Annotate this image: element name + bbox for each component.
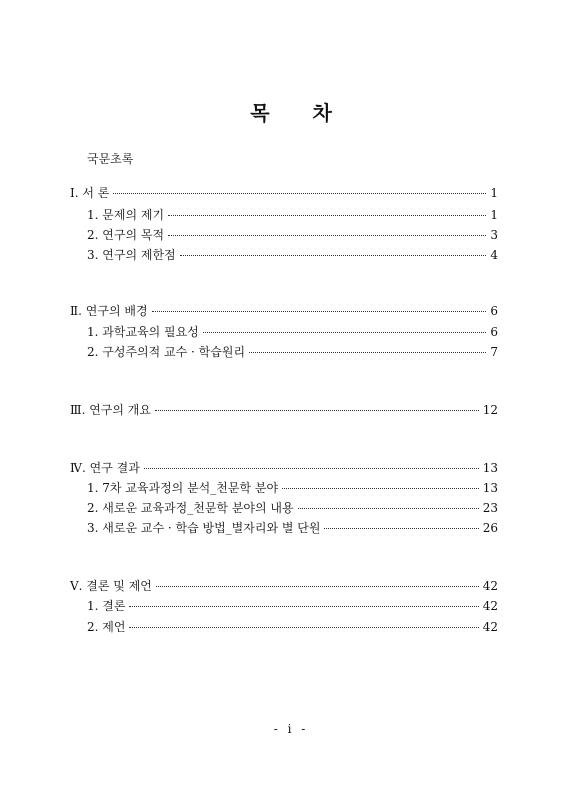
- toc-leader-dots: [168, 235, 486, 236]
- toc-item-2-2[interactable]: [87, 343, 498, 360]
- toc-section-4[interactable]: [70, 459, 498, 476]
- toc-item-label: 1. 결론: [87, 599, 126, 613]
- toc-section-3[interactable]: [70, 401, 498, 418]
- toc-item-1-2[interactable]: [87, 226, 498, 243]
- toc-page-number: 26: [482, 521, 498, 535]
- toc-item-5-2[interactable]: [87, 618, 498, 635]
- toc-leader-dots: [144, 468, 479, 469]
- toc-page-number: 12: [482, 403, 498, 417]
- toc-item-4-2[interactable]: [87, 499, 498, 516]
- page-title: 목 차: [250, 101, 350, 125]
- toc-page-number: 23: [482, 501, 498, 515]
- toc-item-label: 3. 연구의 제한점: [87, 248, 176, 262]
- toc-entry-abstract[interactable]: 국문초록: [87, 152, 134, 166]
- toc-section-5[interactable]: [70, 577, 498, 594]
- toc-item-4-3[interactable]: [87, 519, 498, 536]
- toc-page-number: 7: [490, 345, 498, 359]
- toc-item-label: 1. 과학교육의 필요성: [87, 325, 199, 339]
- toc-leader-dots: [168, 215, 486, 216]
- toc-item-2-1[interactable]: [87, 323, 498, 340]
- toc-leader-dots: [249, 352, 486, 353]
- toc-page-number: 4: [490, 248, 498, 262]
- page-footer-number: - i -: [273, 722, 309, 736]
- toc-section-label: Ⅳ. 연구 결과: [70, 461, 140, 475]
- toc-item-1-1[interactable]: [87, 206, 498, 223]
- toc-page-number: 13: [482, 461, 498, 475]
- toc-section-2[interactable]: [70, 302, 498, 319]
- toc-page-number: 13: [482, 481, 498, 495]
- toc-leader-dots: [324, 528, 478, 529]
- toc-item-label: 1. 문제의 제기: [87, 208, 165, 222]
- toc-item-label: 2. 새로운 교육과정_천문학 분야의 내용: [87, 501, 294, 515]
- toc-page-number: 3: [490, 228, 498, 242]
- toc-item-label: 2. 구성주의적 교수 · 학습원리: [87, 345, 246, 359]
- toc-item-label: 1. 7차 교육과정의 분석_천문학 분야: [87, 481, 279, 495]
- toc-leader-dots: [282, 488, 479, 489]
- toc-section-1[interactable]: [70, 184, 498, 201]
- toc-leader-dots: [156, 586, 479, 587]
- toc-leader-dots: [129, 627, 478, 628]
- toc-page-number: 42: [482, 579, 498, 593]
- toc-item-label: 2. 제언: [87, 620, 126, 634]
- toc-section-label: Ⅴ. 결론 및 제언: [70, 579, 152, 593]
- toc-leader-dots: [298, 508, 479, 509]
- toc-page-number: 6: [490, 304, 498, 318]
- toc-item-1-3[interactable]: [87, 246, 498, 263]
- toc-section-label: Ⅱ. 연구의 배경: [70, 304, 148, 318]
- toc-leader-dots: [152, 311, 487, 312]
- toc-item-label: 3. 새로운 교수 · 학습 방법_별자리와 별 단원: [87, 521, 321, 535]
- toc-leader-dots: [129, 606, 478, 607]
- toc-section-label: Ⅲ. 연구의 개요: [70, 403, 151, 417]
- toc-leader-dots: [180, 255, 487, 256]
- toc-section-label: Ⅰ. 서 론: [70, 186, 110, 200]
- toc-item-5-1[interactable]: [87, 597, 498, 614]
- toc-page-number: 42: [482, 620, 498, 634]
- toc-page-number: 42: [482, 599, 498, 613]
- toc-page-number: 1: [490, 186, 498, 200]
- toc-item-4-1[interactable]: [87, 479, 498, 496]
- toc-leader-dots: [155, 410, 479, 411]
- toc-page-number: 1: [490, 208, 498, 222]
- toc-item-label: 2. 연구의 목적: [87, 228, 165, 242]
- toc-leader-dots: [203, 332, 487, 333]
- toc-leader-dots: [113, 193, 486, 194]
- toc-page-number: 6: [490, 325, 498, 339]
